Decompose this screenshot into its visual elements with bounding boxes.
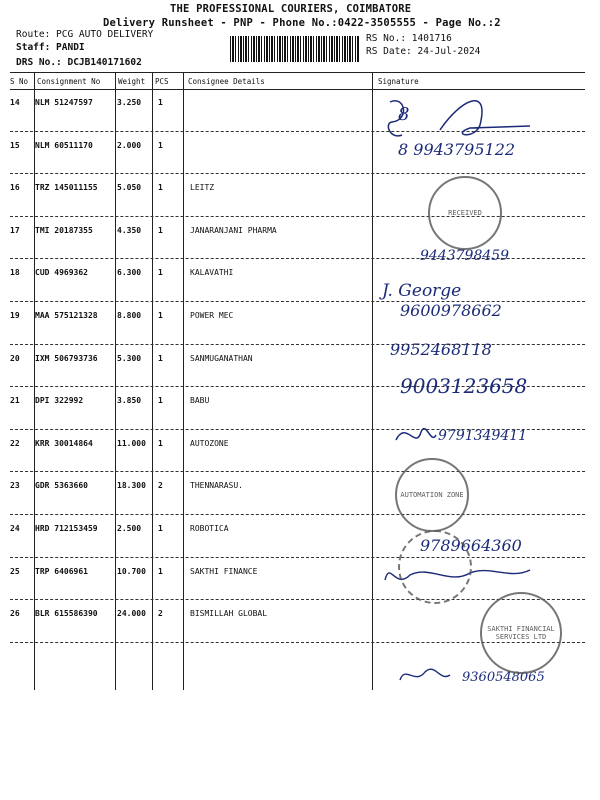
row-separator [10, 514, 585, 515]
row-weight: 4.350 [117, 225, 142, 235]
handwritten-phone-21: 9791349411 [438, 428, 528, 444]
row-pieces: 2 [158, 609, 163, 619]
row-pieces: 1 [158, 353, 163, 363]
col-header-consignee: Consignee Details [188, 77, 265, 86]
handwritten-phone-18: 9600978662 [400, 301, 502, 320]
rs-number: RS No.: 1401716 [366, 33, 452, 44]
row-pieces: 1 [158, 183, 163, 193]
row-consignee-name: AUTOZONE [190, 438, 229, 448]
row-consignment-number: KRR 30014864 [35, 438, 93, 448]
company-stamp-sakthi: SAKTHI FINANCIAL SERVICES LTD [480, 592, 562, 674]
row-weight: 10.700 [117, 566, 146, 576]
rs-date: RS Date: 24-Jul-2024 [366, 46, 481, 57]
row-consignment-number: IXM 506793736 [35, 353, 98, 363]
table-row [10, 473, 585, 515]
row-serial-number: 20 [10, 353, 20, 363]
row-consignment-number: TRZ 145011155 [35, 183, 98, 193]
row-pieces: 1 [158, 438, 163, 448]
row-weight: 2.500 [117, 524, 142, 533]
signature-scribble-26 [395, 660, 455, 690]
col-header-consignment: Consignment No [37, 77, 101, 86]
row-consignee-name: LEITZ [190, 183, 215, 193]
row-serial-number: 17 [10, 225, 20, 235]
row-serial-number: 14 [10, 98, 20, 107]
row-pieces: 1 [158, 225, 163, 235]
handwritten-phone-23: 9789664360 [420, 536, 522, 555]
row-consignee-name: POWER MEC [190, 311, 234, 320]
row-serial-number: 21 [10, 396, 20, 406]
row-consignment-number: TMI 20187355 [35, 225, 93, 235]
table-row [10, 260, 585, 302]
row-consignment-number: DPI 322992 [35, 396, 84, 406]
row-pieces: 1 [158, 98, 163, 107]
row-consignee-name: ROBOTICA [190, 524, 229, 533]
signature-scribble-21 [376, 420, 456, 450]
row-weight: 3.850 [117, 396, 142, 406]
runsheet-subtitle: Delivery Runsheet - PNP - Phone No.:0422-3505555 - Page No.:2 [103, 17, 501, 29]
row-weight: 18.300 [117, 481, 146, 491]
handwritten-name-18: J. George [382, 281, 462, 301]
row-separator [10, 471, 585, 472]
row-weight: 5.300 [117, 353, 142, 363]
row-serial-number: 23 [10, 481, 20, 491]
handwritten-phone-15: 8 9943795122 [398, 140, 516, 159]
row-pieces: 1 [158, 311, 163, 320]
row-pieces: 1 [158, 524, 163, 533]
handwritten-phone-26: 9360548065 [462, 670, 545, 685]
row-consignment-number: GDR 5363660 [35, 481, 88, 491]
row-weight: 3.250 [117, 98, 142, 107]
route-label: Route: PCG AUTO DELIVERY [16, 29, 154, 40]
company-title: THE PROFESSIONAL COURIERS, COIMBATORE [170, 3, 412, 15]
row-weight: 11.000 [117, 438, 146, 448]
row-consignee-name: BISMILLAH GLOBAL [190, 609, 268, 619]
row-consignment-number: NLM 51247597 [35, 98, 93, 107]
col-header-pcs: PCS [155, 77, 169, 86]
row-consignment-number: BLR 615586390 [35, 609, 98, 619]
row-serial-number: 25 [10, 566, 20, 576]
row-serial-number: 22 [10, 438, 20, 448]
row-separator [10, 344, 585, 345]
row-weight: 8.800 [117, 311, 142, 320]
col-header-signature: Signature [378, 77, 419, 86]
row-consignment-number: CUD 4969362 [35, 268, 88, 278]
barcode-image [230, 36, 360, 62]
row-consignee-name: THENNARASU. [190, 481, 243, 491]
company-stamp-robotica [398, 530, 472, 604]
handwritten-phone-19: 9952468118 [390, 340, 492, 359]
row-pieces: 1 [158, 566, 163, 576]
row-consignee-name: SANMUGANATHAN [190, 353, 253, 363]
col-header-sno: S No [10, 77, 29, 86]
row-serial-number: 18 [10, 268, 20, 278]
row-serial-number: 19 [10, 311, 20, 320]
row-consignment-number: MAA 575121328 [35, 311, 98, 320]
row-consignment-number: HRD 712153459 [35, 524, 98, 533]
row-serial-number: 24 [10, 524, 20, 533]
row-pieces: 1 [158, 140, 163, 150]
row-consignee-name: BABU [190, 396, 210, 406]
row-weight: 5.050 [117, 183, 142, 193]
drs-number: DRS No.: DCJB140171602 [16, 57, 142, 68]
row-serial-number: 26 [10, 609, 20, 619]
col-header-weight: Weight [118, 77, 146, 86]
row-pieces: 1 [158, 268, 163, 278]
received-stamp: RECEIVED [428, 176, 502, 250]
row-pieces: 1 [158, 396, 163, 406]
row-weight: 24.000 [117, 609, 146, 619]
row-consignment-number: TRP 6406961 [35, 566, 88, 576]
row-weight: 6.300 [117, 268, 142, 278]
handwritten-mark-14: 8 [398, 104, 410, 125]
row-consignee-name: KALAVATHI [190, 268, 234, 278]
row-separator [10, 173, 585, 174]
row-consignee-name: JANARANJANI PHARMA [190, 225, 277, 235]
row-consignee-name: SAKTHI FINANCE [190, 566, 258, 576]
row-serial-number: 15 [10, 140, 20, 150]
company-stamp-autozone: AUTOMATION ZONE [395, 458, 469, 532]
staff-label: Staff: PANDI [16, 42, 85, 53]
row-serial-number: 16 [10, 183, 20, 193]
row-pieces: 2 [158, 481, 163, 491]
handwritten-phone-20: 9003123658 [400, 374, 528, 398]
handwritten-phone-17: 9443798459 [420, 248, 510, 264]
row-consignment-number: NLM 60511170 [35, 140, 93, 150]
table-top-rule [10, 72, 585, 73]
row-weight: 2.000 [117, 140, 142, 150]
